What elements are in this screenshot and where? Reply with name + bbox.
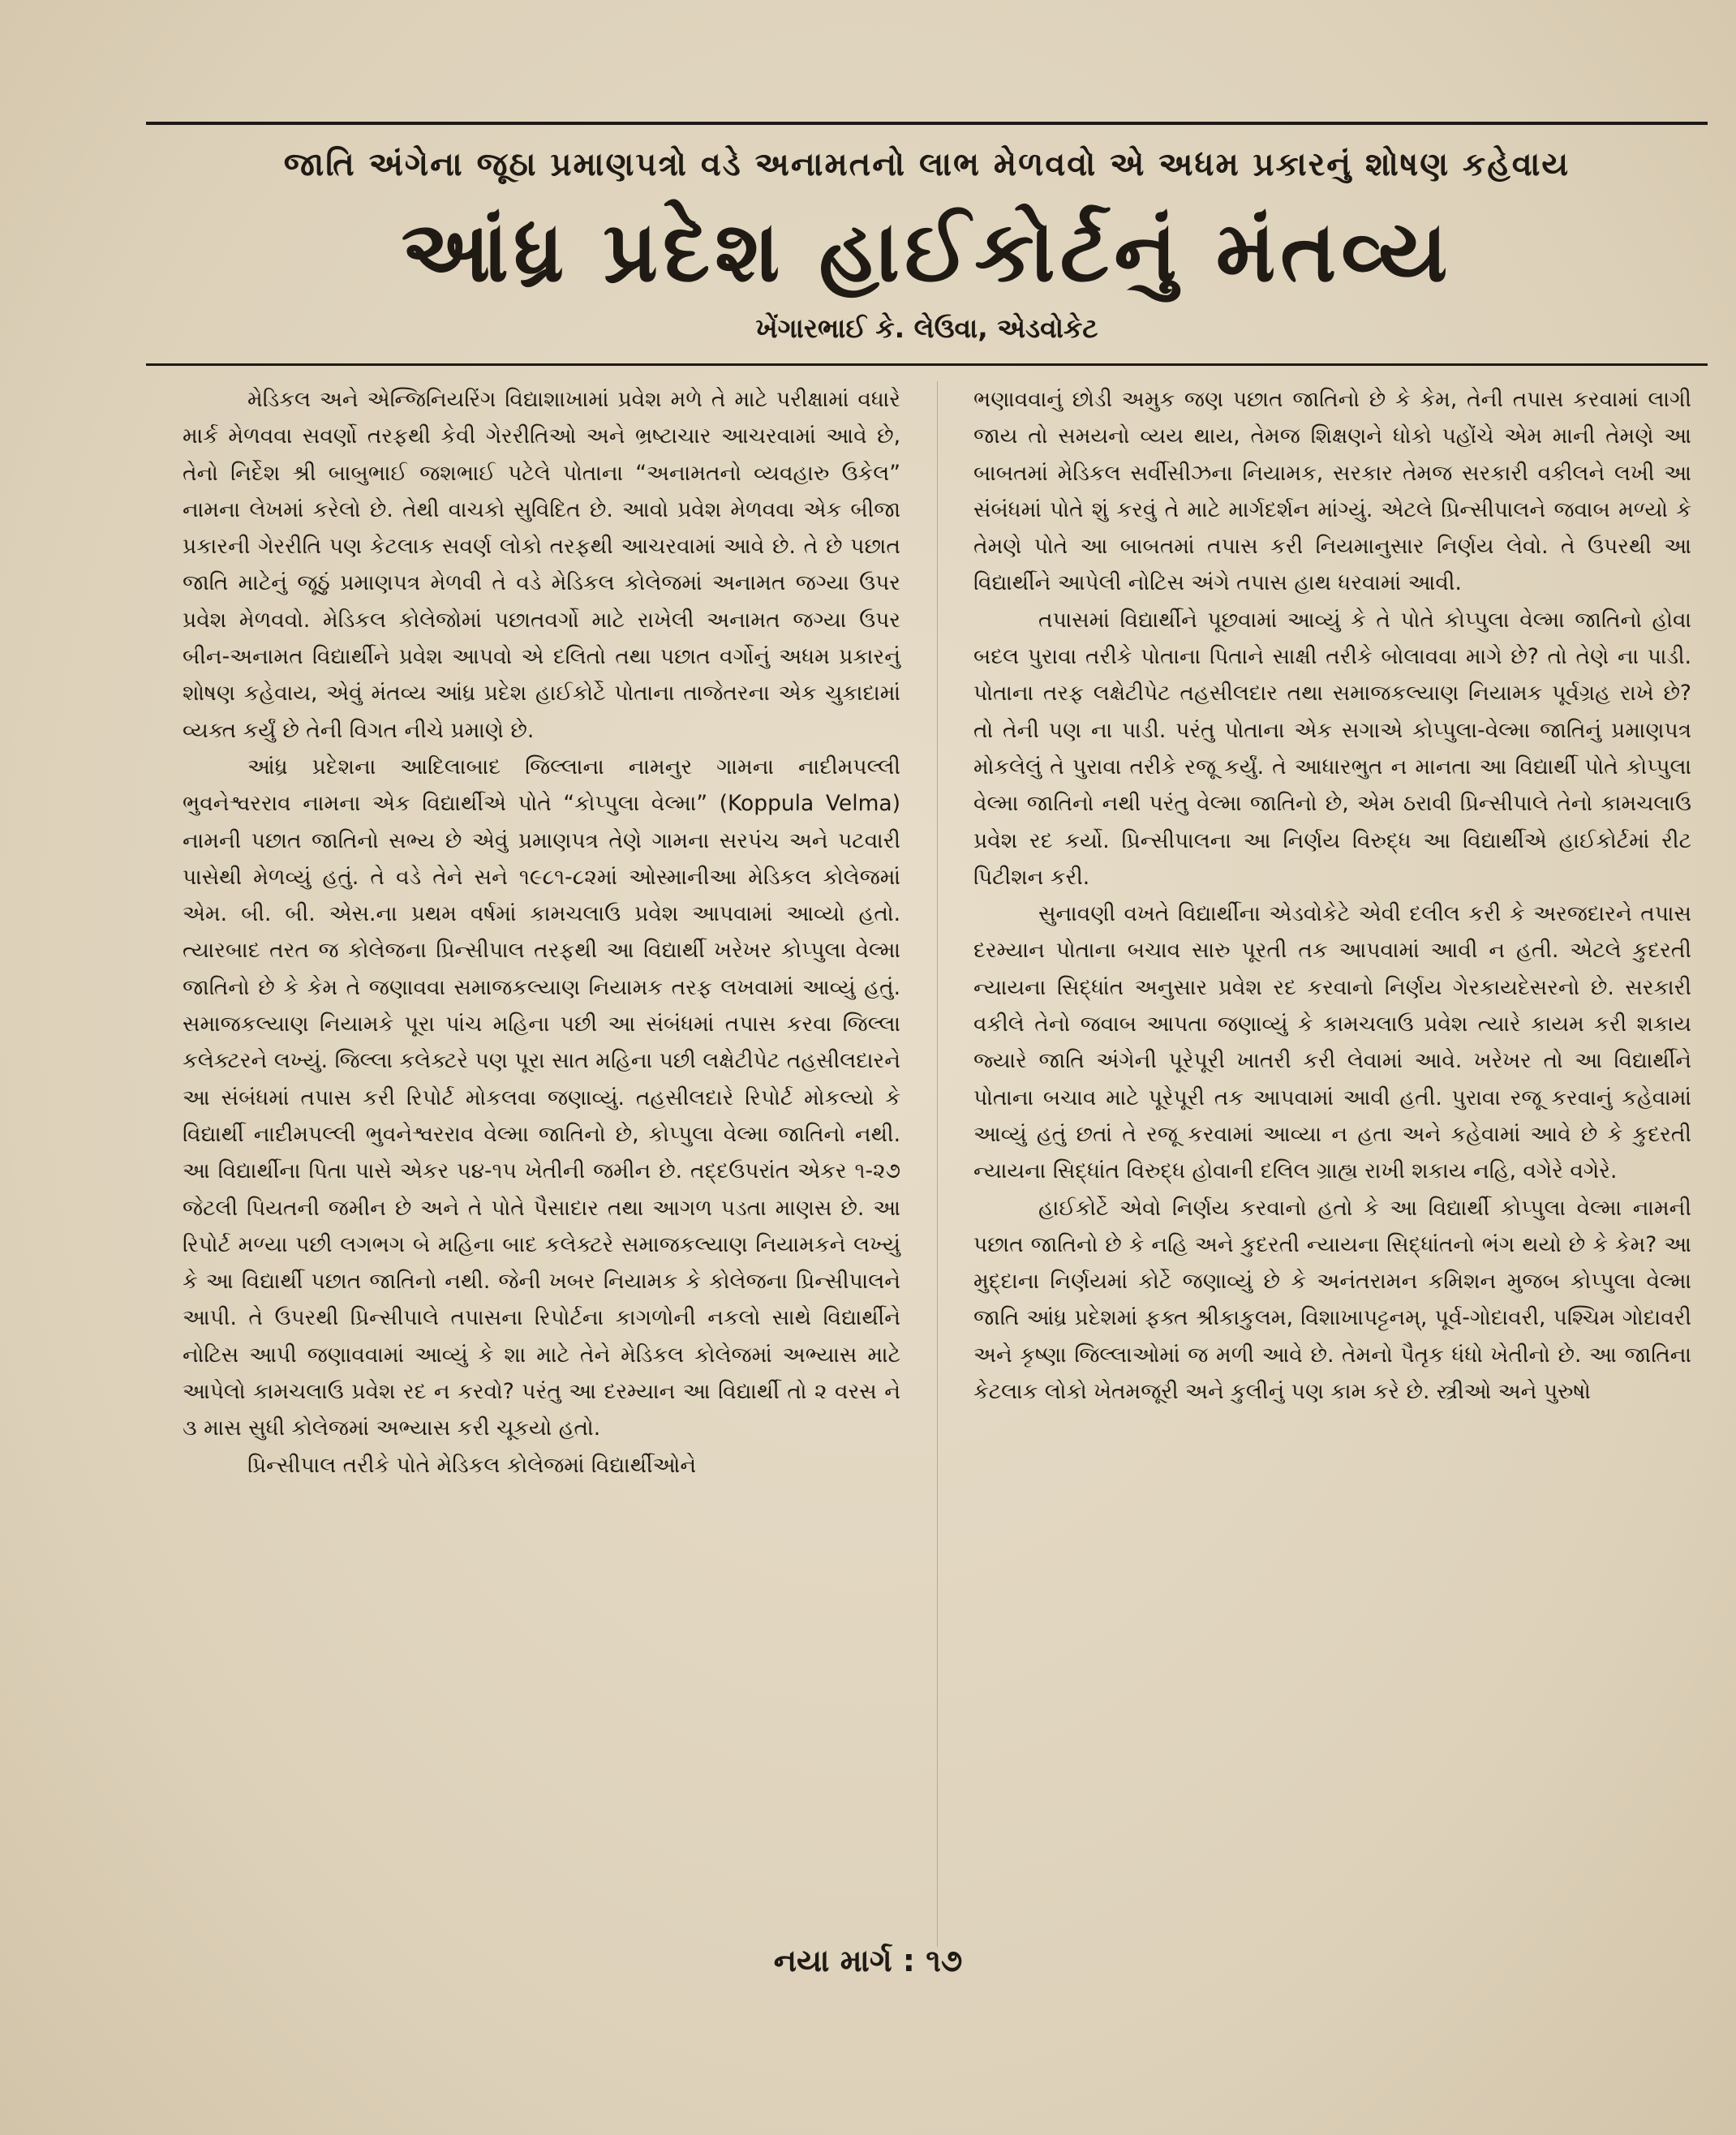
paragraph: સુનાવણી વખતે વિદ્યાર્થીના એડવોકેટે એવી દલીલ કરી કે અરજદારને તપાસ દરમ્યાન પોતાના બચાવ સારુ પૂરતી તક આપવામાં આવી ન હતી. એટલે કુદરતી ન્યાયના સિદ્ધાંત અનુસાર પ્રવેશ રદ કરવાનો નિર્ણય ગેરકાયદેસરનો છે. સરકારી વકીલે તેનો જવાબ આપતા જણાવ્યું કે કામચલાઉ પ્રવેશ ત્યારે કાયમ કરી શકાય જ્યારે જાતિ અંગેની પૂરેપૂરી ખાતરી કરી લેવામાં આવે. ખરેખર તો આ વિદ્યાર્થીને પોતાના બચાવ માટે પૂરેપૂરી તક આપવામાં આવી હતી. પુરાવા રજૂ કરવાનું કહેવામાં આવ્યું હતું છતાં તે રજૂ કરવામાં આવ્યા ન હતા અને કહેવામાં આવે છે કે કુદરતી ન્યાયના સિદ્ધાંત વિરુદ્ધ હોવાની દલિલ ગ્રાહ્ય રાખી શકાય નહિ, વગેરે વગેરે. <box>973 901 1691 1184</box>
paragraph: આંધ્ર પ્રદેશના આદિલાબાદ જિલ્લાના નામનુર ગામના નાદીમપલ્લી ભુવનેશ્વરરાવ નામના એક વિદ્યાર્થીએ પોતે “કોપ્પુલા વેલ્મા” (Koppula Velma) નામની પછાત જાતિનો સભ્ય છે એવું પ્રમાણપત્ર તેણે ગામના સરપંચ અને પટવારી પાસેથી મેળવ્યું હતું. તે વડે તેને સને ૧૯૮૧-૮૨માં ઓસ્માનીઆ મેડિકલ કોલેજમાં એમ. બી. બી. એસ.ના પ્રથમ વર્ષમાં કામચલાઉ પ્રવેશ આપવામાં આવ્યો હતો. ત્યારબાદ તરત જ કોલેજના પ્રિન્સીપાલ તરફથી આ વિદ્યાર્થી ખરેખર કોપ્પુલા વેલ્મા જાતિનો છે કે કેમ તે જણાવવા સમાજકલ્યાણ નિયામક તરફ લખવામાં આવ્યું હતું. સમાજકલ્યાણ નિયામકે પૂરા પાંચ મહિના પછી આ સંબંધમાં તપાસ કરવા જિલ્લા કલેક્ટરને લખ્યું. જિલ્લા કલેક્ટરે પણ પૂરા સાત મહિના પછી લક્ષેટીપેટ તહસીલદારને આ સંબંધમાં તપાસ કરી રિપોર્ટ મોકલવા જણાવ્યું. તહસીલદારે રિપોર્ટ મોકલ્યો કે વિદ્યાર્થી નાદીમપલ્લી ભુવનેશ્વરરાવ વેલ્મા જાતિનો છે, કોપ્પુલા વેલ્મા જાતિનો નથી. આ વિદ્યાર્થીના પિતા પાસે એકર ૫૪-૧૫ ખેતીની જમીન છે. તદ્દઉપરાંત એકર ૧-૨૭ જેટલી પિયતની જમીન છે અને તે પોતે પૈસાદાર તથા આગળ પડતા માણસ છે. આ રિપોર્ટ મળ્યા પછી લગભગ બે મહિના બાદ કલેક્ટરે સમાજકલ્યાણ નિયામકને લખ્યું કે આ વિદ્યાર્થી પછાત જાતિનો નથી. જેની ખબર નિયામક કે કોલેજના પ્રિન્સીપાલને આપી. તે ઉપરથી પ્રિન્સીપાલે તપાસના રિપોર્ટના કાગળોની નકલો સાથે વિદ્યાર્થીને નોટિસ આપી જણાવવામાં આવ્યું કે શા માટે તેને મેડિકલ કોલેજમાં અભ્યાસ માટે આપેલો કામચલાઉ પ્રવેશ રદ ન કરવો? પરંતુ આ દરમ્યાન આ વિદ્યાર્થી તો ૨ વરસ ને ૩ માસ સુધી કોલેજમાં અભ્યાસ કરી ચૂકયો હતો. <box>183 754 900 1441</box>
column-divider <box>937 381 938 1947</box>
headline: આંધ્ર પ્રદેશ હાઈકોર્ટનું મંતવ્ય <box>401 202 1453 301</box>
top-rule <box>146 122 1708 125</box>
left-column <box>183 381 900 1484</box>
paragraph: તપાસમાં વિદ્યાર્થીને પૂછવામાં આવ્યું કે તે પોતે કોપ્પુલા વેલ્મા જાતિનો હોવા બદલ પુરાવા તરીકે પોતાના પિતાને સાક્ષી તરીકે બોલાવવા માગે છે? તો તેણે ના પાડી. પોતાના તરફ લક્ષેટીપેટ તહસીલદાર તથા સમાજકલ્યાણ નિયામક પૂર્વગ્રહ રાખે છે? તો તેની પણ ના પાડી. પરંતુ પોતાના એક સગાએ કોપ્પુલા-વેલ્મા જાતિનું પ્રમાણપત્ર મોકલેલું તે પુરાવા તરીકે રજૂ કર્યું. તે આધારભુત ન માનતા આ વિદ્યાર્થી પોતે કોપ્પુલા વેલ્મા જાતિનો નથી પરંતુ વેલ્મા જાતિનો છે, એમ ઠરાવી પ્રિન્સીપાલે તેનો કામચલાઉ પ્રવેશ રદ કર્યો. પ્રિન્સીપાલના આ નિર્ણય વિરુદ્ધ આ વિદ્યાર્થીએ હાઈકોર્ટમાં રીટ પિટીશન કરી. <box>973 607 1691 890</box>
page-footer: નયા માર્ગ : ૧૭ <box>773 1943 963 1978</box>
right-column <box>973 381 1691 1410</box>
byline: ખેંગારભાઈ કે. લેઉવા, એડવોકેટ <box>755 312 1098 344</box>
paragraph: હાઈકોર્ટે એવો નિર્ણય કરવાનો હતો કે આ વિદ્યાર્થી કોપ્પુલા વેલ્મા નામની પછાત જાતિનો છે કે નહિ અને કુદરતી ન્યાયના સિદ્ધાંતનો ભંગ થયો છે કે કેમ? આ મુદ્દાના નિર્ણયમાં કોર્ટે જણાવ્યું છે કે અનંતરામન કમિશન મુજબ કોપ્પુલા વેલ્મા જાતિ આંધ્ર પ્રદેશમાં ફક્ત શ્રીકાકુલમ, વિશાખાપટ્ટનમ્, પૂર્વ-ગોદાવરી, પશ્ચિમ ગોદાવરી અને કૃષ્ણા જિલ્લાઓમાં જ મળી આવે છે. તેમનો પૈતૃક ધંધો ખેતીનો છે. આ જાતિના કેટલાક લોકો ખેતમજૂરી અને કુલીનું પણ કામ કરે છે. સ્ત્રીઓ અને પુરુષો <box>973 1195 1691 1405</box>
header-rule <box>146 363 1708 366</box>
paragraph: પ્રિન્સીપાલ તરીકે પોતે મેડિકલ કોલેજમાં વિદ્યાર્થીઓને <box>247 1452 697 1478</box>
kicker-line: જાતિ અંગેના જૂઠા પ્રમાણપત્રો વડે અનામતનો લાભ મેળવવો એ અધમ પ્રકારનું શોષણ કહેવાય <box>283 146 1571 183</box>
paragraph: ભણાવવાનું છોડી અમુક જણ પછાત જાતિનો છે કે કેમ, તેની તપાસ કરવામાં લાગી જાય તો સમયનો વ્યય થાય, તેમજ શિક્ષણને ધોકો પહોંચે એમ માની તેમણે આ બાબતમાં મેડિકલ સર્વીસીઝના નિયામક, સરકાર તેમજ સરકારી વકીલને લખી આ સંબંધમાં પોતે શું કરવું તે માટે માર્ગદર્શન માંગ્યું. એટલે પ્રિન્સીપાલને જવાબ મળ્યો કે તેમણે પોતે આ બાબતમાં તપાસ કરી નિયમાનુસાર નિર્ણય લેવો. તે ઉપરથી આ વિદ્યાર્થીને આપેલી નોટિસ અંગે તપાસ હાથ ધરવામાં આવી. <box>973 387 1691 596</box>
paragraph: મેડિકલ અને એન્જિનિયરિંગ વિદ્યાશાખામાં પ્રવેશ મળે તે માટે પરીક્ષામાં વધારે માર્ક મેળવવા સવર્ણો તરફથી કેવી ગેરરીતિઓ અને ભ્રષ્ટાચાર આચરવામાં આવે છે, તેનો નિર્દેશ શ્રી બાબુભાઈ જશભાઈ પટેલે પોતાના “અનામતનો વ્યવહારુ ઉકેલ” નામના લેખમાં કરેલો છે. તેથી વાચકો સુવિદિત છે. આવો પ્રવેશ મેળવવા એક બીજા પ્રકારની ગેરરીતિ પણ કેટલાક સવર્ણ લોકો તરફથી આચરવામાં આવે છે. તે છે પછાત જાતિ માટેનું જૂઠું પ્રમાણપત્ર મેળવી તે વડે મેડિકલ કોલેજમાં અનામત જગ્યા ઉપર પ્રવેશ મેળવવો. મેડિકલ કોલેજોમાં પછાતવર્ગો માટે રાખેલી અનામત જગ્યા ઉપર બીન-અનામત વિદ્યાર્થીને પ્રવેશ આપવો એ દલિતો તથા પછાત વર્ગોનું અધમ પ્રકારનું શોષણ કહેવાય, એવું મંતવ્ય આંધ્ર પ્રદેશ હાઈકોર્ટે પોતાના તાજેતરના એક ચુકાદામાં વ્યક્ત કર્યું છે તેની વિગત નીચે પ્રમાણે છે. <box>183 387 900 743</box>
